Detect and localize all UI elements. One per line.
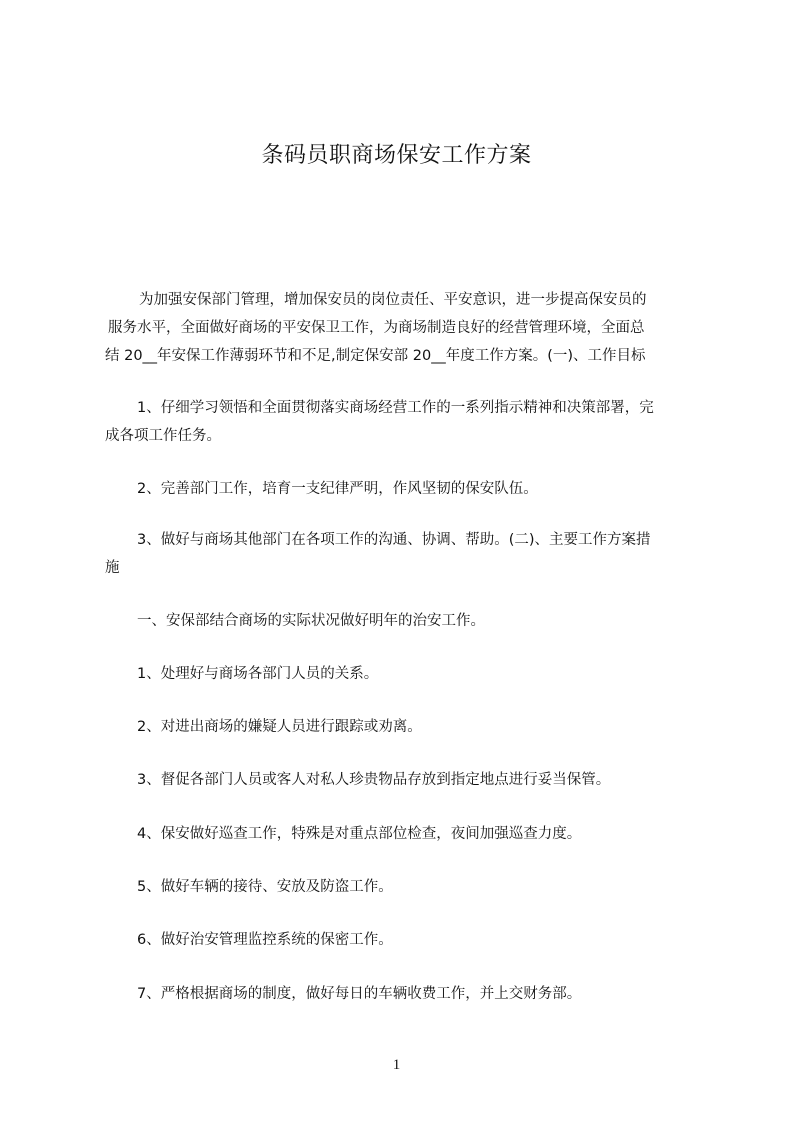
paragraph-line: 结 20__年安保工作薄弱环节和不足,制定保安部 20__年度工作方案。(一)、工作目标	[105, 348, 646, 364]
paragraph-line: 施	[105, 560, 120, 576]
paragraph-line: 成各项工作任务。	[105, 428, 221, 444]
paragraph-line: 为加强安保部门管理，增加保安员的岗位责任、平安意识，进一步提高保安员的	[139, 292, 647, 308]
page-number: 1	[392, 1057, 401, 1073]
list-item-text: 3、督促各部门人员或客人对私人珍贵物品存放到指定地点进行妥当保管。	[137, 772, 611, 788]
paragraph-line: 3、做好与商场其他部门在各项工作的沟通、协调、帮助。(二)、主要工作方案措	[137, 532, 651, 548]
list-item-text: 4、保安做好巡查工作，特殊是对重点部位检查，夜间加强巡查力度。	[137, 826, 582, 842]
list-item-text: 5、做好车辆的接待、安放及防盗工作。	[137, 879, 393, 895]
document-title: 条码员职商场保安工作方案	[261, 143, 532, 168]
paragraph-line: 服务水平，全面做好商场的平安保卫工作，为商场制造良好的经营管理环境，全面总	[108, 320, 645, 336]
paragraph-line: 2、完善部门工作，培育一支纪律严明，作风坚韧的保安队伍。	[137, 481, 538, 497]
list-item-text: 7、严格根据商场的制度，做好每日的车辆收费工作，并上交财务部。	[137, 986, 582, 1002]
paragraph-line: 1、仔细学习领悟和全面贯彻落实商场经营工作的一系列指示精神和决策部署，完	[137, 400, 654, 416]
list-item-text: 1、处理好与商场各部门人员的关系。	[137, 666, 379, 682]
list-item-text: 2、对进出商场的嫌疑人员进行跟踪或劝离。	[137, 719, 422, 735]
list-item-text: 6、做好治安管理监控系统的保密工作。	[137, 932, 393, 948]
section-heading: 一、安保部结合商场的实际状况做好明年的治安工作。	[137, 613, 485, 629]
